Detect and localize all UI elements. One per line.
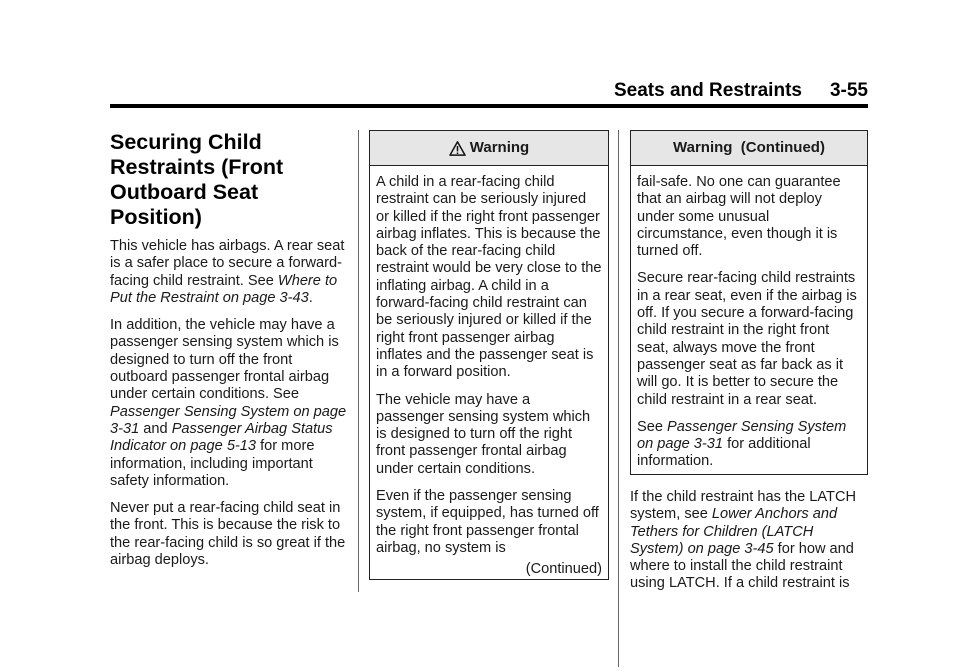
warning-body	[631, 166, 867, 485]
cross-reference-link[interactable]: Passenger Sensing System on page 3-31	[637, 418, 847, 453]
warning-continued-box	[630, 130, 868, 475]
column-left	[110, 130, 348, 579]
cross-reference-link[interactable]: Passenger Airbag Status Indicator on page 5-13	[110, 420, 333, 455]
paragraph-latch: If the child restraint has the LATCH system, see Lower Anchors and Tethers for Children (LATCH System) on page 3-45 for how and where to install the child restraint using LATCH. If a child restraint is	[630, 489, 857, 592]
warning-triangle-icon	[449, 141, 466, 156]
warning-paragraph-3: Even if the passenger sensing system, if equipped, has turned off the right front passenger frontal airbag, no system is	[376, 488, 599, 556]
section-title: Seats and Restraints	[614, 80, 802, 101]
cross-reference-link[interactable]: Where to Put the Restraint on page 3-43	[110, 272, 338, 306]
warning-paragraph-3: See Passenger Sensing System on page 3-31 for additional information.	[637, 418, 847, 470]
header-rule	[110, 104, 868, 108]
warning-header	[370, 131, 608, 166]
column-divider	[358, 130, 359, 592]
page-header	[110, 80, 868, 102]
continued-label: (Continued)	[525, 561, 602, 578]
cross-reference-link[interactable]: Lower Anchors and Tethers for Children (LATCH System) on page 3-45	[630, 506, 838, 557]
warning-paragraph-2: The vehicle may have a passenger sensing system which is designed to turn off the right front passenger frontal airbag under certain conditions.	[376, 391, 591, 477]
cross-reference-link[interactable]: Passenger Sensing System on page 3-31	[110, 403, 347, 437]
warning-body	[370, 166, 608, 583]
warning-paragraph-2: Secure rear-facing child restraints in a rear seat, even if the airbag is off. If you secure a forward-facing child restraint in the right front seat, always move the front passenger seat as far back as it will go. It is better to secure the child restraint in a rear seat.	[637, 270, 857, 408]
page-title: Securing Child Restraints (Front Outboard Seat Position)	[110, 130, 284, 229]
paragraph-1: This vehicle has airbags. A rear seat is a safer place to secure a forward-facing child restraint. See Where to Put the Restraint on page 3-43.	[110, 238, 345, 306]
warning-paragraph-1: fail-safe. No one can guarantee that an airbag will not deploy under some unusual circumstance, even though it is turned off.	[637, 174, 841, 260]
warning-header	[631, 131, 867, 166]
warning-box	[369, 130, 609, 580]
paragraph-3: Never put a rear-facing child seat in the front. This is because the risk to the rear-facing child is so great if the airbag deploys.	[110, 500, 346, 569]
warning-paragraph-1: A child in a rear-facing child restraint can be seriously injured or killed if the right front passenger airbag inflates. This is because the back of the rear-facing child restraint would be very close to the inflating airbag. A child in a forward-facing child restraint can be seriously injured or killed if the right front passenger airbag inflates and the passenger seat is in a forward position.	[376, 174, 602, 381]
warning-title: Warning	[469, 139, 530, 157]
paragraph-2: In addition, the vehicle may have a passenger sensing system which is designed to turn off the front outboard passenger frontal airbag under certain conditions. See Passenger Sensing System on page 3-31 and Passenger Airbag Status Indicator on page 5-13 for more information, including important safety information.	[110, 317, 347, 489]
column-right-text	[630, 489, 868, 603]
page-number: 3-55	[829, 80, 868, 101]
column-divider	[618, 130, 619, 667]
warning-title: Warning (Continued)	[673, 139, 825, 157]
